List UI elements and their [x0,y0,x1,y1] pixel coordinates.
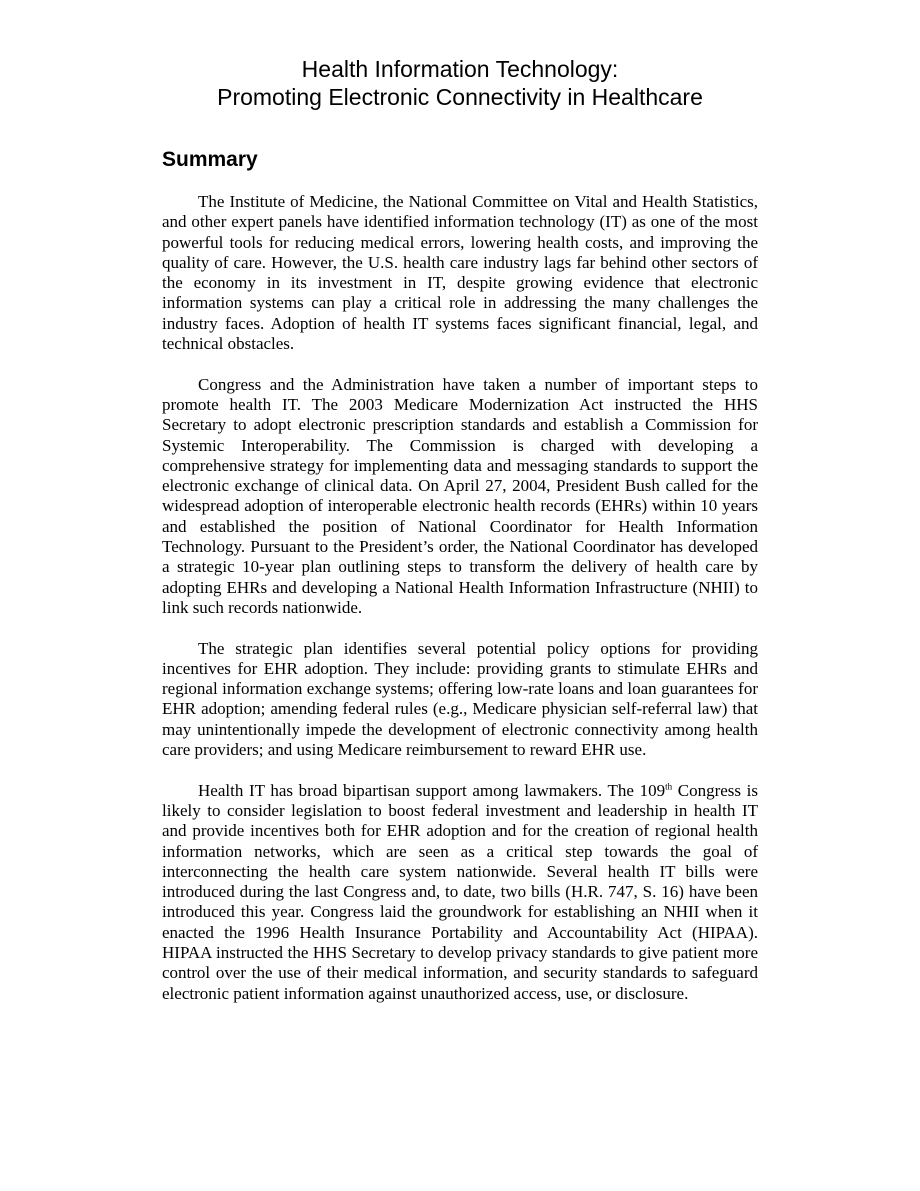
paragraph: The strategic plan identifies several potential policy options for providing incentives for EHR adoption. They include: providing grants to stimulate EHRs and regional information exchange systems; offering low-rate loans and loan guarantees for EHR adoption; amending federal rules (e.g., Medicare physician self-referral law) that may unintentionally impede the development of electronic connectivity among health care providers; and using Medicare reimbursement to reward EHR use. [162,638,758,760]
title-line-1: Health Information Technology: [301,56,619,82]
ordinal-superscript: th [665,780,673,791]
section-heading: Summary [162,148,258,171]
paragraph: Congress and the Administration have taken a number of important steps to promote health IT. The 2003 Medicare Modernization Act instructed the HHS Secretary to adopt electronic prescription standards and establish a Commission for Systemic Interoperability. The Commission is charged with developing a comprehensive strategy for implementing data and messaging standards to support the electronic exchange of clinical data. On April 27, 2004, President Bush called for the widespread adoption of interoperable electronic health records (EHRs) within 10 years and established the position of National Coordinator for Health Information Technology. Pursuant to the President’s order, the National Coordinator has developed a strategic 10-year plan outlining steps to transform the delivery of health care by adopting EHRs and developing a National Health Information Infrastructure (NHII) to link such records nationwide. [162,374,758,617]
document-title [0,55,920,111]
document-body [162,192,758,1004]
paragraph: The Institute of Medicine, the National Committee on Vital and Health Statistics, and other expert panels have identified information technology (IT) as one of the most powerful tools for reducing medical errors, lowering health costs, and improving the quality of care. However, the U.S. health care industry lags far behind other sectors of the economy in its investment in IT, despite growing evidence that electronic information systems can play a critical role in addressing the many challenges the industry faces. Adoption of health IT systems faces significant financial, legal, and technical obstacles. [162,192,758,354]
paragraph [162,781,758,1004]
paragraph-text-rest: Congress is likely to consider legislation to boost federal investment and leadership in health IT and provide incentives both for EHR adoption and for the creation of regional health information networks, which are seen as a critical step towards the goal of interconnecting the health care system nationwide. Several health IT bills were introduced during the last Congress and, to date, two bills (H.R. 747, S. 16) have been introduced this year. Congress laid the groundwork for establishing an NHII when it enacted the 1996 Health Insurance Portability and Accountability Act (HIPAA). HIPAA instructed the HHS Secretary to develop privacy standards to give patient more control over the use of their medical information, and security standards to safeguard electronic patient information against unauthorized access, use, or disclosure. [162,780,759,1003]
paragraph-text-start: Health IT has broad bipartisan support among lawmakers. The 109 [198,780,666,800]
title-line-2: Promoting Electronic Connectivity in Healthcare [217,84,703,110]
